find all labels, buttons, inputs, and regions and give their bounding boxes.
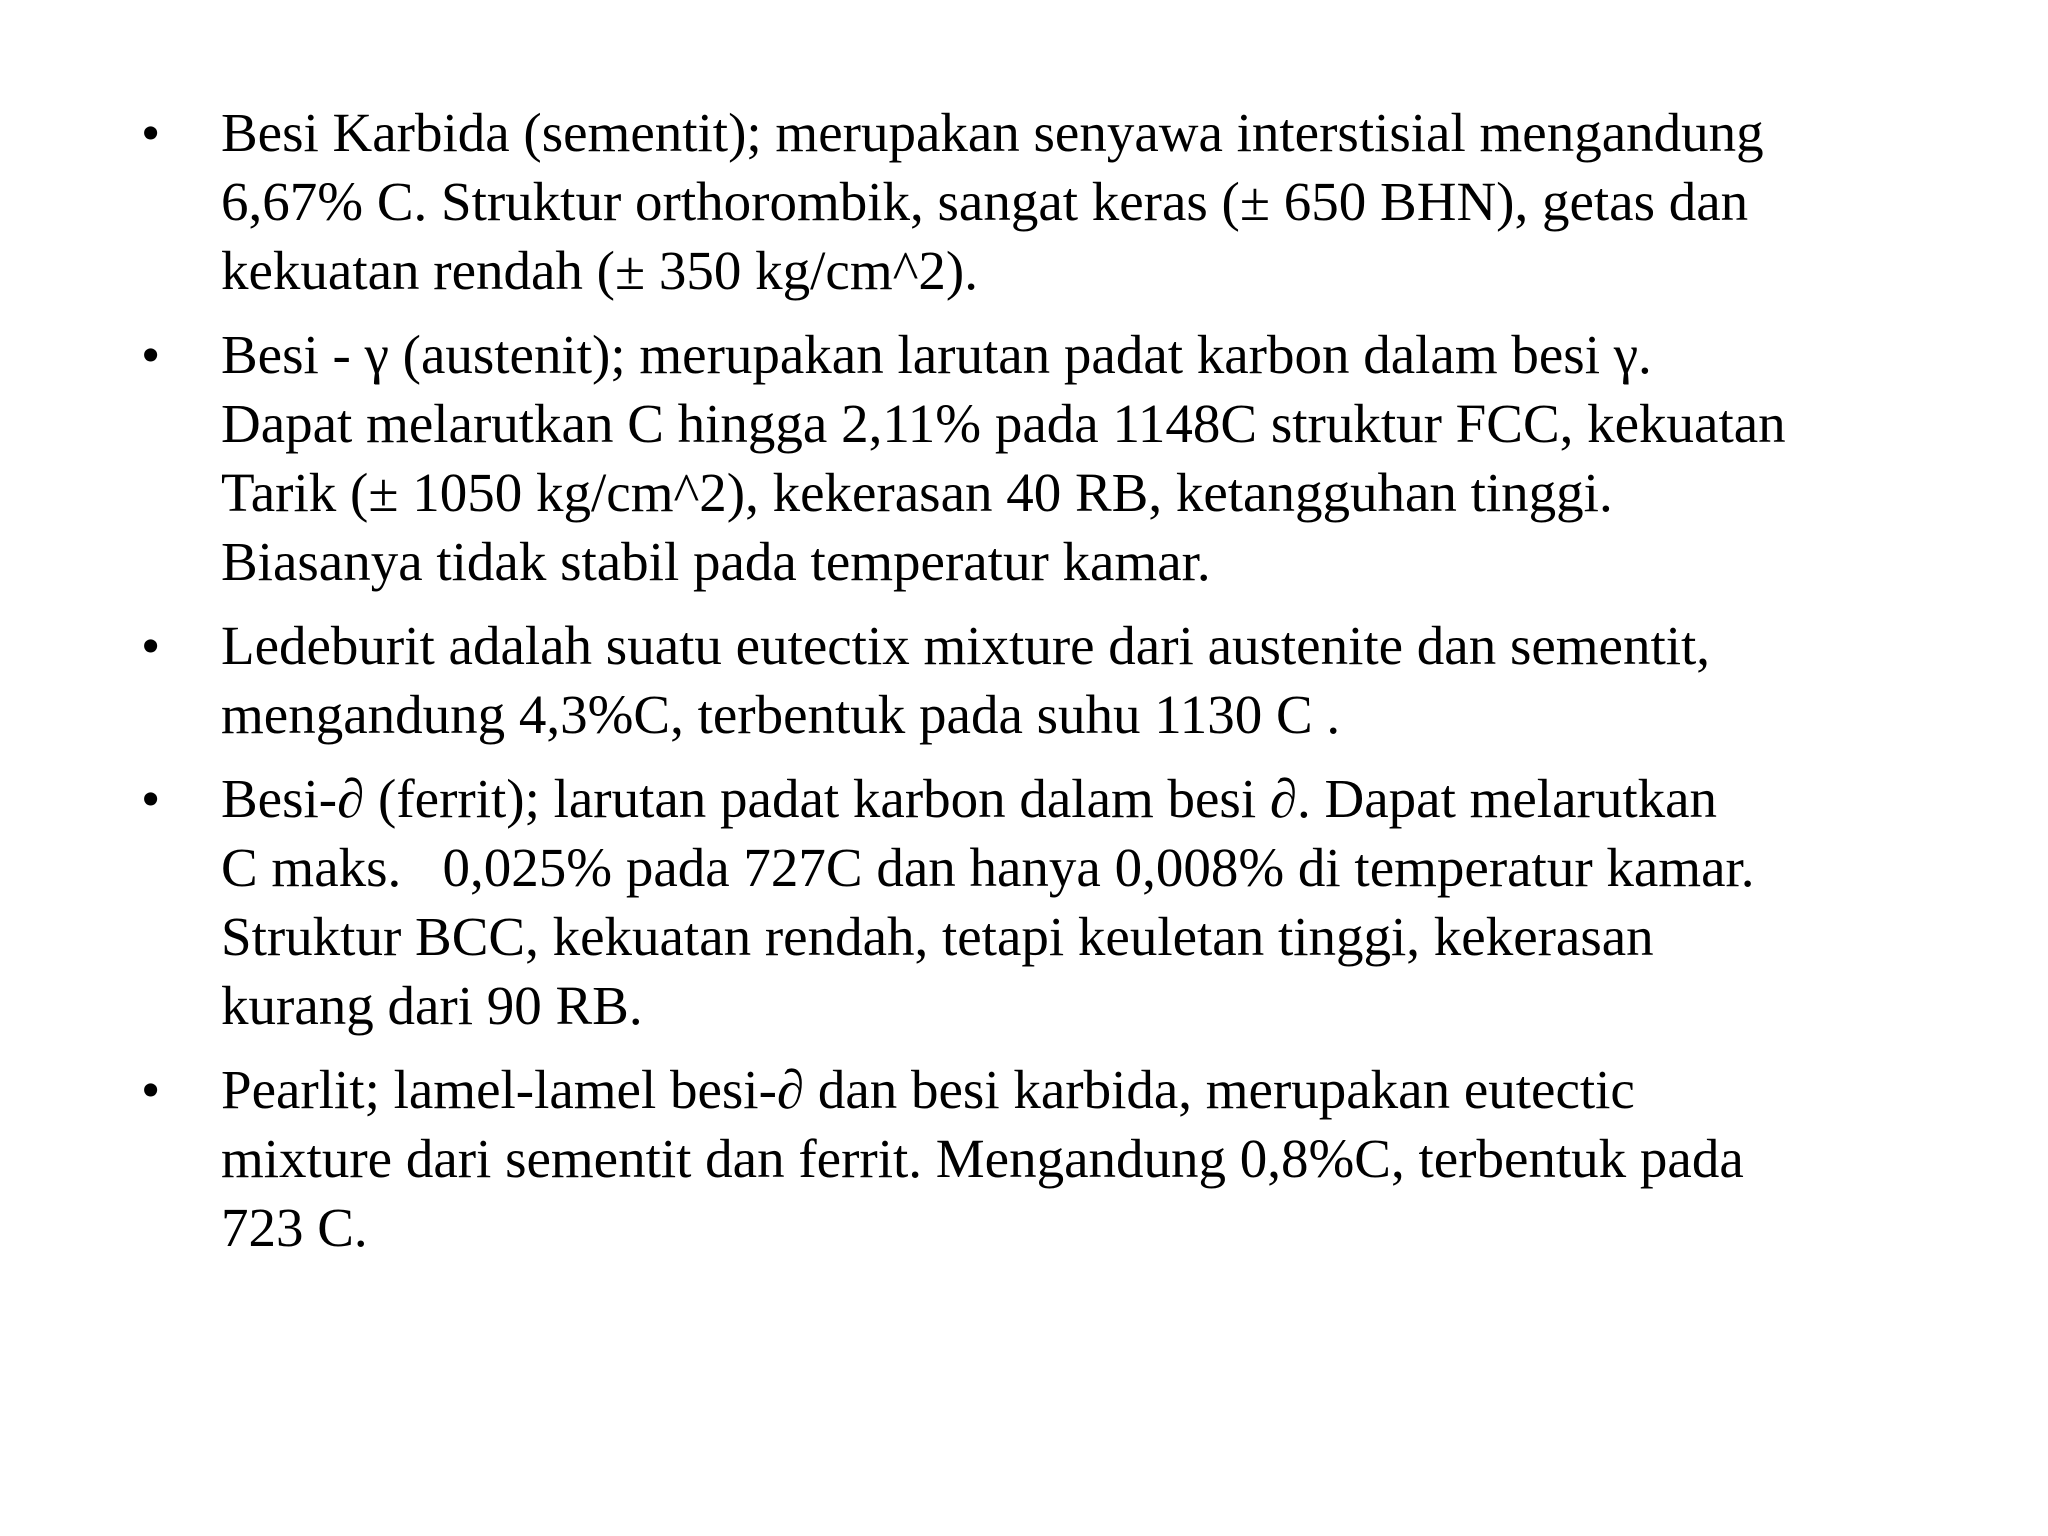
text-line: Pearlit; lamel-lamel besi-∂ dan besi karbida, merupakan eutectic (221, 1059, 1635, 1120)
text-line: 6,67% C. Struktur orthorombik, sangat keras (± 650 BHN), getas dan (221, 171, 1749, 232)
bullet-icon: • (141, 615, 161, 676)
text-line: Biasanya tidak stabil pada temperatur kamar. (221, 531, 1211, 592)
bullet-list (141, 98, 1901, 1277)
bullet-icon: • (141, 324, 161, 385)
text-line: kekuatan rendah (± 350 kg/cm^2). (221, 240, 979, 301)
text-line: Besi Karbida (sementit); merupakan senyawa interstisial mengandung (221, 102, 1764, 163)
text-line: Besi-∂ (ferrit); larutan padat karbon dalam besi ∂. Dapat melarutkan (221, 768, 1718, 829)
text-line: C maks. 0,025% pada 727C dan hanya 0,008% di temperatur kamar. (221, 837, 1755, 898)
text-line: 723 C. (221, 1197, 368, 1258)
text-line: Besi - γ (austenit); merupakan larutan padat karbon dalam besi γ. (221, 324, 1652, 385)
bullet-icon: • (141, 102, 161, 163)
bullet-item-pearlit (141, 1055, 1901, 1262)
bullet-item-ferrit (141, 764, 1901, 1040)
text-line: Struktur BCC, kekuatan rendah, tetapi keuletan tinggi, kekerasan (221, 906, 1654, 967)
text-line: Dapat melarutkan C hingga 2,11% pada 1148C struktur FCC, kekuatan (221, 393, 1786, 454)
bullet-item-sementit (141, 98, 1901, 305)
text-line: kurang dari 90 RB. (221, 975, 643, 1036)
text-line: mengandung 4,3%C, terbentuk pada suhu 1130 C . (221, 684, 1341, 745)
bullet-item-ledeburit (141, 611, 1901, 749)
text-line: mixture dari sementit dan ferrit. Mengandung 0,8%C, terbentuk pada (221, 1128, 1744, 1189)
bullet-icon: • (141, 1059, 161, 1120)
text-line: Tarik (± 1050 kg/cm^2), kekerasan 40 RB, ketangguhan tinggi. (221, 462, 1613, 523)
text-line: Ledeburit adalah suatu eutectix mixture dari austenite dan sementit, (221, 615, 1711, 676)
bullet-icon: • (141, 768, 161, 829)
bullet-item-austenit (141, 320, 1901, 596)
